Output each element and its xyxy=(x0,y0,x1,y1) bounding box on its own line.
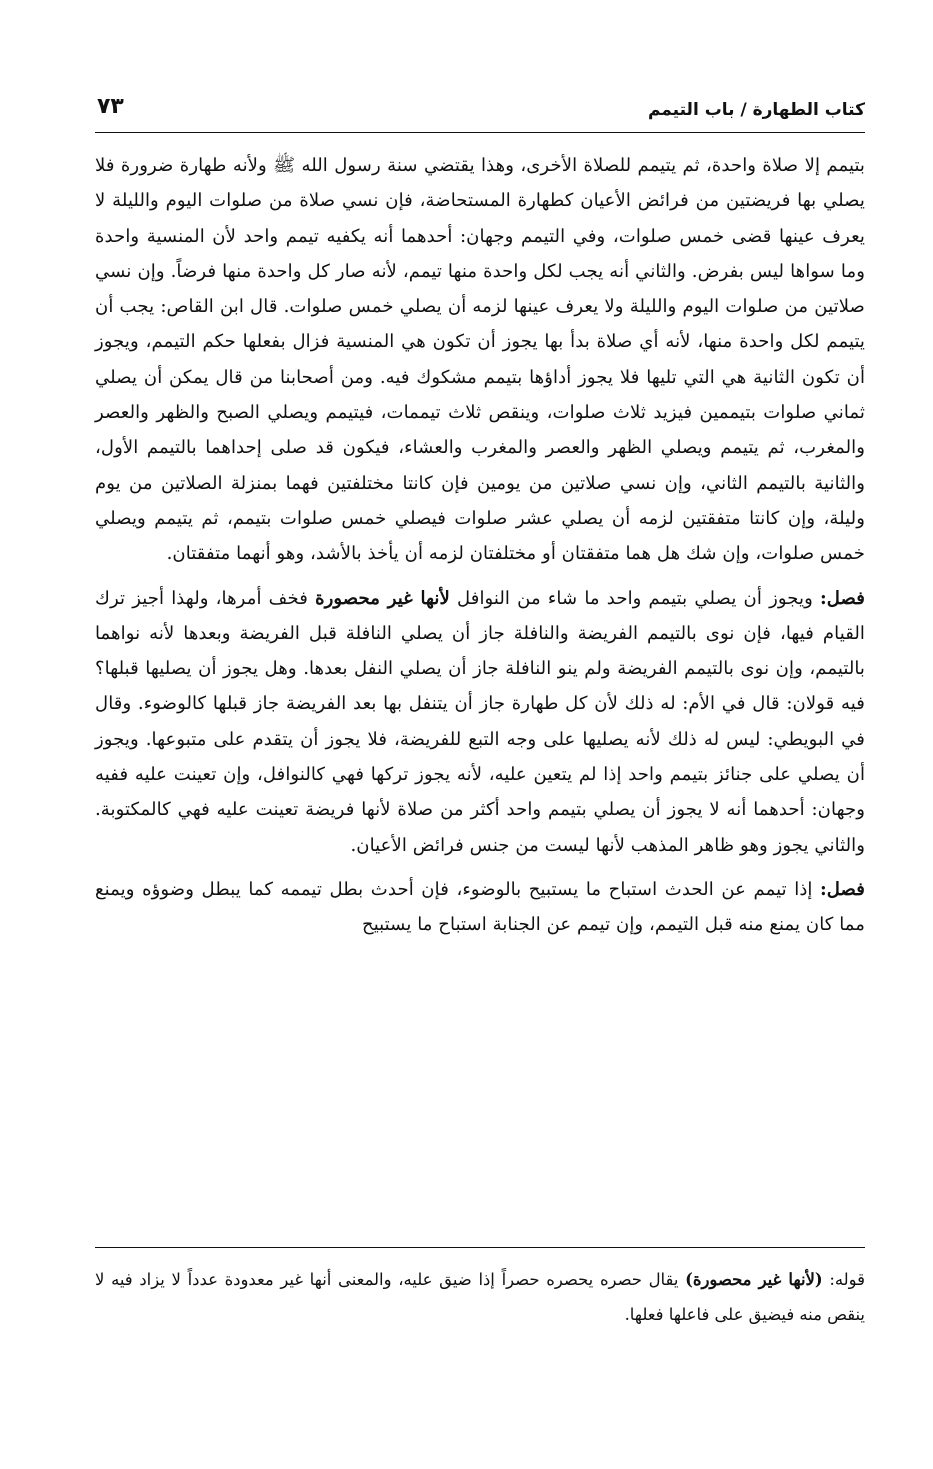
paragraph-text: بتيمم إلا صلاة واحدة، ثم يتيمم للصلاة الأخرى، وهذا يقتضي سنة رسول الله ﷺ ولأنه طهارة ضرورة فلا يصلي بها فريضتين من فرائض الأعيان كطهارة المستحاضة، فإن نسي صلاة من صلوات اليوم والليلة لا يعرف عينها قضى خمس صلوات، وفي التيمم وجهان: أحدهما أنه يكفيه تيمم واحد لأن المنسية واحدة وما سواها ليس بفرض. والثاني أنه يجب لكل واحدة منها تيمم، لأنه صار كل واحدة منها فرضاً. وإن نسي صلاتين من صلوات اليوم والليلة ولا يعرف عينها لزمه أن يصلي خمس صلوات. قال ابن القاص: يجب أن يتيمم لكل واحدة منها، لأنه أي صلاة بدأ بها يجوز أن تكون هي المنسية فزال بفعلها حكم التيمم، ويجوز أن تكون الثانية هي التي تليها فلا يجوز أداؤها بتيمم مشكوك فيه. ومن أصحابنا من قال يمكن أن يصلي ثماني صلوات بتيممين فيزيد ثلاث صلوات، وينقص ثلاث تيممات، فيتيمم ويصلي الصبح والظهر والعصر والمغرب، ثم يتيمم ويصلي الظهر والعصر والمغرب والعشاء، فيكون قد صلى إحداهما بالتيمم الأول، والثانية بالتيمم الثاني، وإن نسي صلاتين من يومين فإن كانتا مختلفتين فهما بمنزلة الصلاتين من يوم وليلة، وإن كانتا متفقتين لزمه أن يصلي عشر صلوات فيصلي خمس صلوات بتيمم، ثم يتيمم ويصلي خمس صلوات، وإن شك هل هما متفقتان أو مختلفتان لزمه أن يأخذ بالأشد، وهو أنهما متفقتان. xyxy=(95,155,865,565)
footnote-prefix: قوله: xyxy=(822,1270,865,1289)
section-label-fasl: فصل: xyxy=(820,878,865,900)
paragraph-text: إذا تيمم عن الحدث استباح ما يستبيح بالوضوء، فإن أحدث بطل تيممه كما يبطل وضوؤه ويمنع مما كان يمنع منه قبل التيمم، وإن تيمم عن الجنابة استباح ما يستبيح xyxy=(95,878,865,936)
footnote-bold-phrase: (لأنها غير محصورة) xyxy=(685,1270,823,1289)
footnote-text: يقال حصره يحصره حصراً إذا ضيق عليه، والمعنى أنها غير معدودة عدداً لا يزاد فيه لا ينقص منه فيضيق على فاعلها فعلها. xyxy=(95,1270,865,1324)
bold-phrase: لأنها غير محصورة xyxy=(315,587,450,609)
paragraph-nawafil xyxy=(95,581,865,863)
page-header xyxy=(95,88,865,133)
main-text xyxy=(95,148,865,952)
paragraph-hadath xyxy=(95,872,865,943)
footnote-separator xyxy=(95,1247,865,1248)
section-label-fasl: فصل: xyxy=(820,587,865,609)
paragraph-text: ويجوز أن يصلي بتيمم واحد ما شاء من النوافل xyxy=(449,587,821,609)
footnote xyxy=(95,1262,865,1332)
page-number: ٧٣ xyxy=(97,94,124,119)
paragraph-text: فخف أمرها، ولهذا أجيز ترك القيام فيها، فإن نوى بالتيمم الفريضة والنافلة جاز أن يصلي النافلة قبل الفريضة وبعدها لأنه نواهما بالتيمم، وإن نوى بالتيمم الفريضة ولم ينو النافلة جاز أن يصلي النفل بعدها. وهل يجوز أن يصليها قبلها؟ فيه قولان: قال في الأم: له ذلك لأن كل طهارة جاز أن يتنفل بها بعد الفريضة جاز قبلها كالوضوء. وقال في البويطي: ليس له ذلك لأنه يصليها على وجه التبع للفريضة، فلا يجوز أن يتقدم على متبوعها. ويجوز أن يصلي على جنائز بتيمم واحد إذا لم يتعين عليه، لأنه يجوز تركها فهي كالنوافل، وإن تعينت عليه ففيه وجهان: أحدهما أنه لا يجوز أن يصلي بتيمم واحد أكثر من صلاة لأنها فريضة تعينت عليه فهي كالمكتوبة. والثاني يجوز وهو ظاهر المذهب لأنها ليست من جنس فرائض الأعيان. xyxy=(95,587,865,856)
paragraph-tayammum-rules xyxy=(95,148,865,572)
running-head: كتاب الطهارة / باب التيمم xyxy=(647,100,865,120)
